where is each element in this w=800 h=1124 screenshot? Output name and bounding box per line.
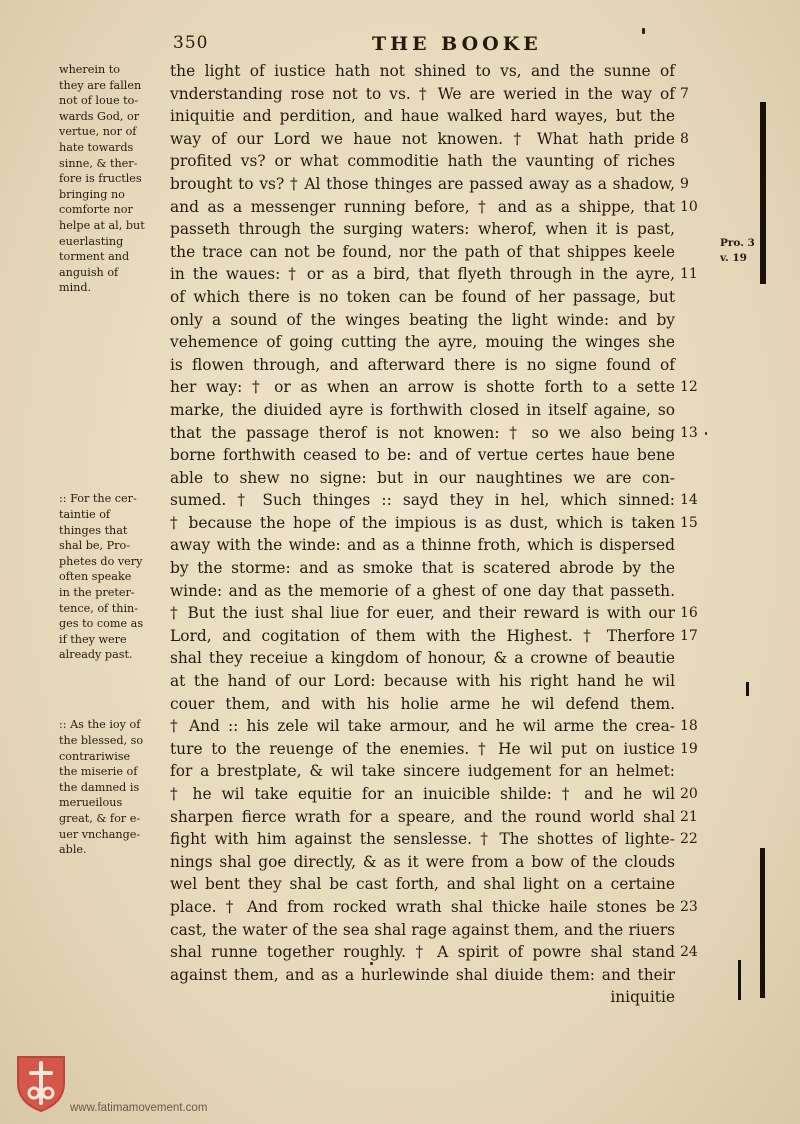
text-line: sumed. † Such thinges :: sayd they in hel, which sinned:	[170, 491, 675, 510]
margin-note-line: not of loue to-	[59, 94, 139, 108]
text-line: † But the iust shal liue for euer, and their reward is with our	[170, 604, 675, 623]
text-line: her way: † or as when an arrow is shotte forth to a sette	[170, 378, 675, 397]
text-line: that the passage therof is not knowen: † so we also being	[170, 423, 675, 442]
margin-note-line: uer vnchange-	[59, 827, 141, 841]
margin-note	[59, 717, 167, 857]
verse-number: 19	[680, 741, 698, 757]
coat-of-arms-seal-icon	[14, 1053, 68, 1113]
text-line: way of our Lord we haue not knowen. † What hath pride	[170, 129, 675, 148]
text-line: the trace can not be found, nor the path of that shippes keele	[170, 242, 675, 261]
verse-number: 10	[680, 198, 698, 215]
verse-number: 7	[680, 85, 689, 102]
verse-number: 16	[680, 605, 698, 622]
text-line: † because the hope of the impious is as dust, which is taken	[170, 513, 675, 532]
text-line: and as a messenger running before, † and as a shippe, that	[170, 197, 675, 216]
verse-number: 13	[680, 424, 698, 441]
text-line: nings shal goe directly, & as it were from a bow of the clouds	[170, 852, 675, 871]
margin-note-line: shal be, Pro-	[59, 539, 131, 553]
text-line: in the waues: † or as a bird, that flyeth through in the ayre,	[170, 265, 675, 284]
margin-bar-bottom	[760, 848, 765, 998]
margin-note-line: hate towards	[59, 140, 134, 154]
margin-note-line: fore is fructles	[59, 172, 142, 186]
margin-note-line: they are fallen	[59, 78, 142, 92]
margin-note-line: the miserie of	[59, 765, 138, 779]
text-line: away with the winde: and as a thinne froth, which is dispersed	[170, 536, 675, 555]
text-line: winde: and as the memorie of a ghest of one day that passeth.	[170, 581, 675, 600]
margin-note-line: wards God, or	[59, 109, 140, 123]
margin-note-line: mind.	[59, 281, 92, 295]
text-line: able to shew no signe: but in our naughtines we are con-	[170, 468, 675, 487]
text-line: Lord, and cogitation of them with the Highest. † Therfore	[170, 626, 675, 645]
margin-note-line: thinges that	[59, 523, 128, 537]
text-line: profited vs? or what commoditie hath the vaunting of riches	[170, 152, 675, 171]
margin-note-line: phetes do very	[59, 554, 143, 568]
text-line: † he wil take equitie for an inuicible shilde: † and he wil	[170, 785, 675, 803]
margin-note-line: if they were	[59, 632, 127, 646]
text-line: only a sound of the winges beating the light winde: and by	[170, 310, 675, 329]
verse-number: 15	[680, 515, 698, 531]
text-line: cast, the water of the sea shal rage against them, and the riuers	[170, 920, 675, 939]
margin-note-line: the damned is	[59, 780, 140, 794]
text-line: fight with him against the senslesse. † The shottes of lighte-	[170, 830, 675, 849]
verse-number: 9	[680, 176, 689, 192]
text-line: † And :: his zele wil take armour, and he wil arme the crea-	[170, 717, 675, 736]
text-line: wel bent they shal be cast forth, and shal light on a certaine	[170, 875, 675, 894]
margin-note-line: helpe at al, but	[59, 218, 145, 232]
margin-note-line: in the preter-	[59, 585, 135, 599]
text-line: the light of iustice hath not shined to vs, and the sunne of	[170, 62, 675, 80]
margin-note-line: :: For the cer-	[59, 492, 137, 506]
margin-note-line: contrariwise	[59, 749, 131, 763]
text-line: shal runne together roughly. † A spirit of powre shal stand	[170, 943, 675, 962]
text-line: by the storme: and as smoke that is scatered abrode by the	[170, 559, 675, 578]
text-line: passeth through the surging waters: wherof, when it is past,	[170, 220, 675, 239]
cross-reference-book: Pro. 3	[720, 237, 755, 249]
margin-note-line: sinne, & ther-	[59, 156, 138, 170]
text-line: is flowen through, and afterward there is no signe found of	[170, 355, 675, 374]
page-header	[0, 33, 800, 57]
page-number: 350	[173, 33, 209, 53]
ink-speck	[705, 432, 707, 435]
margin-note-line: tence, of thin-	[59, 601, 139, 615]
verse-number: 24	[680, 944, 698, 961]
text-line: place. † And from rocked wrath shal thicke haile stones be	[170, 897, 675, 916]
verse-number: 8	[680, 130, 689, 147]
text-line: shal they receiue a kingdom of honour, & a crowne of beautie	[170, 649, 675, 668]
text-line: at the hand of our Lord: because with his right hand he wil	[170, 672, 675, 691]
text-line: vehemence of going cutting the ayre, mouing the winges she	[170, 333, 675, 352]
cross-reference-verse: v. 19	[720, 252, 747, 264]
text-line: for a brestplate, & wil take sincere iudgement for an helmet:	[170, 762, 675, 781]
text-line: iniquitie and perdition, and haue walked hard wayes, but the	[170, 107, 675, 126]
margin-note-line: often speake	[59, 570, 132, 584]
margin-note-line: bringing no	[59, 187, 125, 201]
verse-number: 17	[680, 628, 698, 644]
margin-note-line: wherein to	[59, 63, 120, 76]
text-line: iniquitie	[610, 988, 675, 1007]
running-title: THE BOOKE	[372, 33, 542, 55]
margin-note-line: great, & for e-	[59, 811, 141, 825]
footer-url: www.fatimamovement.com	[70, 1102, 208, 1114]
ink-speck	[642, 28, 645, 34]
cross-reference	[720, 236, 780, 266]
text-line: of which there is no token can be found of her passage, but	[170, 287, 675, 306]
verse-number: 20	[680, 786, 698, 803]
margin-note-line: able.	[59, 843, 87, 857]
margin-note-line: ges to come as	[59, 617, 144, 631]
margin-note-line: :: As the ioy of	[59, 718, 141, 732]
margin-bar-top	[760, 102, 766, 284]
verse-number: 18	[680, 718, 698, 735]
ink-speck	[370, 962, 373, 965]
margin-note-line: euerlasting	[59, 234, 124, 248]
margin-note-line: merueilous	[59, 796, 123, 810]
margin-note-line: the blessed, so	[59, 733, 144, 747]
text-line: marke, the diuided ayre is forthwith closed in itself againe, so	[170, 400, 675, 419]
margin-note-line: already past.	[59, 648, 133, 662]
verse-number: 21	[680, 808, 698, 825]
margin-note	[59, 62, 167, 296]
text-line: against them, and as a hurlewinde shal diuide them: and their	[170, 965, 675, 984]
margin-note-line: torment and	[59, 250, 130, 264]
text-line: couer them, and with his holie arme he wil defend them.	[170, 694, 675, 713]
margin-bar-small	[746, 682, 749, 696]
margin-note-line: anguish of	[59, 265, 119, 279]
text-line: vnderstanding rose not to vs. † We are weried in the way of	[170, 84, 675, 103]
verse-number: 12	[680, 379, 698, 396]
margin-bar-bottom-thin	[738, 960, 741, 1000]
margin-note-line: comforte nor	[59, 203, 133, 217]
margin-note-line: vertue, nor of	[59, 125, 137, 139]
text-line: ture to the reuenge of the enemies. † He wil put on iustice	[170, 739, 675, 758]
text-line: borne forthwith ceased to be: and of vertue certes haue bene	[170, 446, 675, 465]
margin-note	[59, 491, 167, 663]
margin-note-line: taintie of	[59, 507, 111, 521]
verse-number: 11	[680, 266, 698, 283]
verse-number: 23	[680, 899, 698, 916]
main-text-column	[170, 60, 675, 1009]
verse-number: 22	[680, 831, 698, 848]
text-line: sharpen fierce wrath for a speare, and the round world shal	[170, 807, 675, 826]
text-line: brought to vs? † Al those thinges are passed away as a shadow,	[170, 174, 675, 193]
verse-number: 14	[680, 492, 698, 509]
